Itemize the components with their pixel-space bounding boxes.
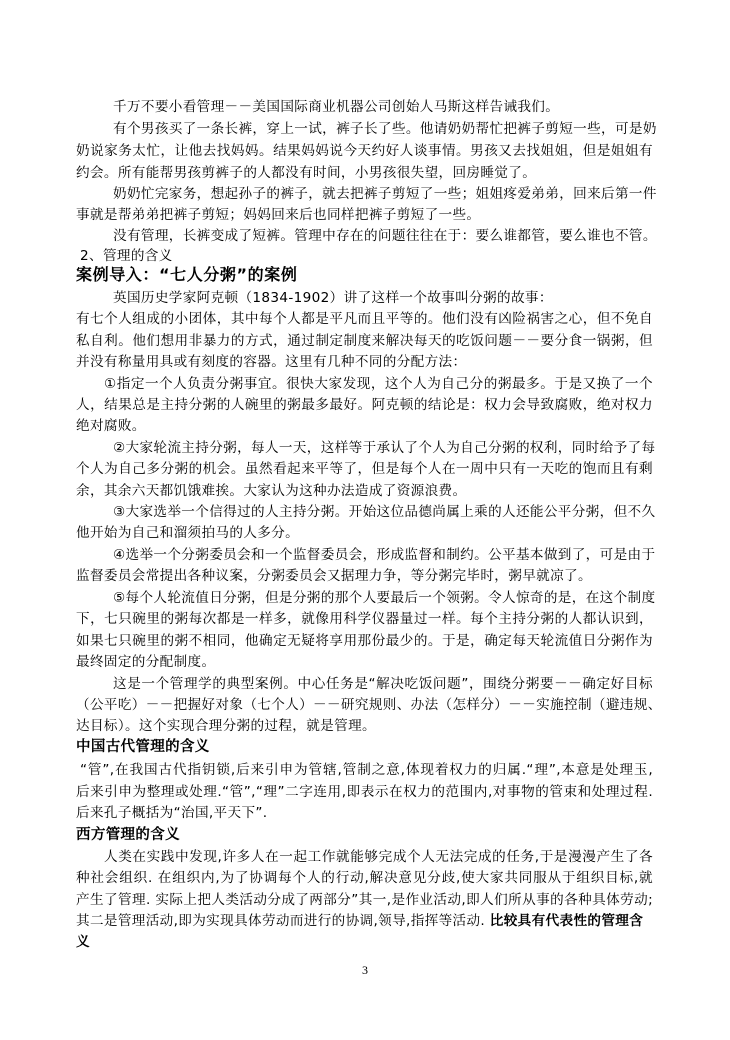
method-3-line-1: ③大家选举一个信得过的人主持分粥。开始这位品德尚属上乘的人还能公平分粥，但不久 — [113, 504, 656, 520]
method-4-line-2: 监督委员会常提出各种议案，分粥委员会又据理力争，等分粥完毕时，粥早就凉了。 — [76, 568, 592, 584]
heading-ancient-chinese-meaning: 中国古代管理的含义 — [76, 739, 210, 755]
para-pants-line-1: 有个男孩买了一条长裤，穿上一试，裤子长了些。他请奶奶帮忙把裤子剪短一些，可是奶 — [113, 121, 657, 137]
method-5-line-1: ⑤每个人轮流值日分粥，但是分粥的那个人要最后一个领粥。令人惊奇的是，在这个制度 — [113, 590, 656, 606]
case-intro-line-3: 私自利。他们想用非暴力的方式，通过制定制度来解决每天的吃饭问题－－要分食一锅粥，但 — [76, 333, 653, 349]
method-1-line-1: ①指定一个人负责分粥事宜。很快大家发现，这个人为自己分的粥最多。于是又换了一个 — [104, 376, 653, 392]
method-1-line-3: 绝对腐败。 — [76, 418, 146, 434]
method-2-line-3: 余，其余六天都饥饿难挨。大家认为这种办法造成了资源浪费。 — [76, 483, 467, 499]
section-2-heading: 2、管理的含义 — [80, 248, 173, 264]
ancient-line-3: 后来孔子概括为“治国,平天下”. — [76, 805, 268, 821]
summary-line-1: 这是一个管理学的典型案例。中心任务是“解决吃饭问题”，围绕分粥要－－确定好目标 — [113, 676, 653, 692]
method-5-line-4: 最终固定的分配制度。 — [76, 654, 216, 670]
method-1-line-2: 人，结果总是主持分粥的人碗里的粥最多最好。阿克顿的结论是：权力会导致腐败，绝对权力 — [76, 397, 653, 413]
western-line-4 — [76, 911, 643, 931]
ancient-line-1: “管”,在我国古代指钥锁,后来引申为管辖,管制之意,体现着权力的归属.“理”,本意是处理玉, — [80, 762, 653, 778]
heading-case-study: 案例导入：“七人分粥”的案例 — [76, 265, 298, 284]
para-pants-line-2: 奶说家务太忙，让他去找妈妈。结果妈妈说今天约好人谈事情。男孩又去找姐姐，但是姐姐有 — [76, 143, 653, 159]
para-quote-line-1: 千万不要小看管理－－美国国际商业机器公司创始人马斯这样告诫我们。 — [113, 99, 560, 115]
western-line-4-bold: 比较具有代表性的管理含 — [489, 913, 644, 929]
para-pants-line-4: 奶奶忙完家务，想起孙子的裤子，就去把裤子剪短了一些；姐姐疼爱弟弟，回来后第一件 — [113, 186, 657, 202]
page-number: 3 — [362, 963, 368, 977]
western-line-1: 人类在实践中发现,许多人在一起工作就能够完成个人无法完成的任务,于是漫漫产生了各 — [104, 849, 653, 865]
method-2-line-2: 个人为自己多分粥的机会。虽然看起来平等了，但是每个人在一周中只有一天吃的饱而且有剩 — [76, 461, 653, 477]
case-intro-line-2: 有七个人组成的小团体，其中每个人都是平凡而且平等的。他们没有凶险祸害之心，但不免自 — [76, 311, 653, 327]
method-3-line-2: 他开始为自己和溜须拍马的人多分。 — [76, 525, 300, 541]
case-intro-line-1: 英国历史学家阿克顿（1834-1902）讲了这样一个故事叫分粥的故事： — [113, 290, 553, 306]
western-line-3: 产生了管理. 实际上把人类活动分成了两部分”其一,是作业活动,即人们所从事的各种具体劳动; — [76, 892, 653, 908]
western-line-5: 义 — [76, 934, 90, 950]
method-5-line-3: 如果七只碗里的粥不相同，他确定无疑将享用那份最少的。于是，确定每天轮流值日分粥作为 — [76, 633, 653, 649]
summary-line-2: （公平吃）－－把握好对象（七个人）－－研究规则、办法（怎样分）－－实施控制（避违规、 — [76, 697, 662, 713]
method-2-line-1: ②大家轮流主持分粥，每人一天，这样等于承认了个人为自己分粥的权利，同时给予了每 — [113, 440, 656, 456]
method-4-line-1: ④选举一个分粥委员会和一个监督委员会，形成监督和制约。公平基本做到了，可是由于 — [113, 547, 656, 563]
western-line-4-plain: 其二是管理活动,即为实现具体劳动而进行的协调,领导,指挥等活动. — [76, 913, 490, 929]
case-intro-line-4: 并没有称量用具或有刻度的容器。这里有几种不同的分配方法： — [76, 354, 467, 370]
ancient-line-2: 后来引申为整理或处理.“管”,“理”二字连用,即表示在权力的范围内,对事物的管束和处理过程. — [76, 784, 653, 800]
para-pants-line-5: 事就是帮弟弟把裤子剪短；妈妈回来后也同样把裤子剪短了一些。 — [76, 207, 481, 223]
heading-western-meaning: 西方管理的含义 — [76, 827, 180, 843]
method-5-line-2: 下，七只碗里的粥每次都是一样多，就像用科学仪器量过一样。每个主持分粥的人都认识到， — [76, 611, 653, 627]
para-pants-line-6: 没有管理，长裤变成了短裤。管理中存在的问题往往在于：要么谁都管，要么谁也不管。 — [113, 228, 657, 244]
western-line-2: 种社会组织. 在组织内,为了协调每个人的行动,解决意见分歧,使大家共同服从于组织目标,就 — [76, 870, 653, 886]
summary-line-3: 达目标）。这个实现合理分粥的过程，就是管理。 — [76, 718, 376, 734]
para-pants-line-3: 约会。所有能帮男孩剪裤子的人都没有时间，小男孩很失望，回房睡觉了。 — [76, 165, 537, 181]
